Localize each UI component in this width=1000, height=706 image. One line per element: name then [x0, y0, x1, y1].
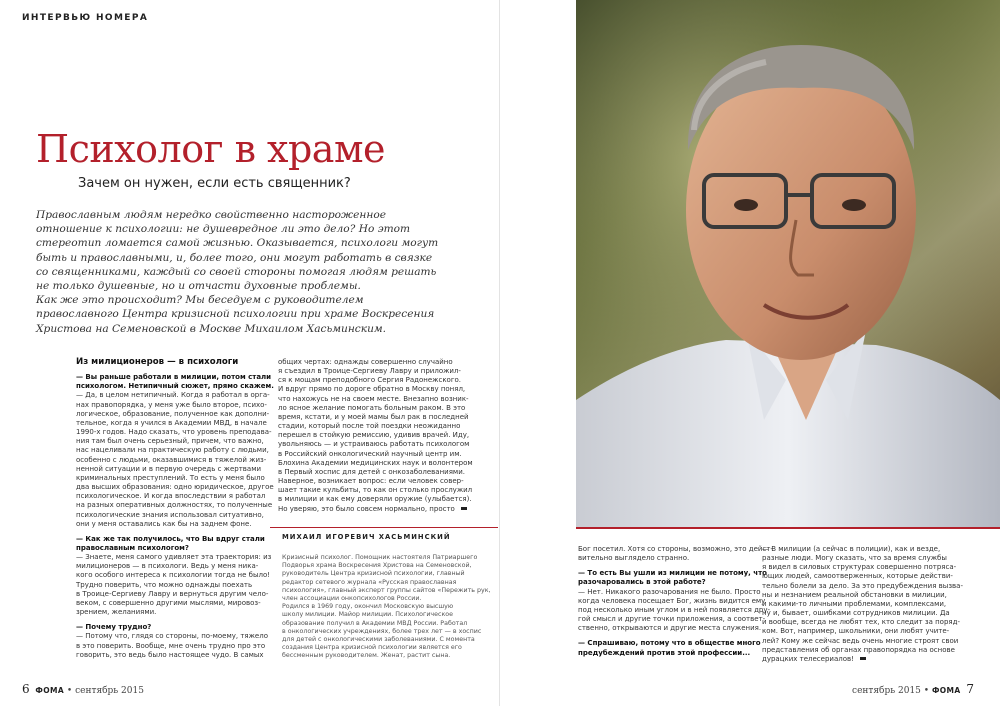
- text-line: нах правопорядка, у меня уже было второе, психо-: [76, 400, 267, 409]
- text-line: 1990-х годов. Надо сказать, что уровень преподава-: [76, 428, 272, 437]
- text-line: ненной ситуации и в первую очередь с жертвами: [76, 464, 262, 473]
- lead-line: не только душевные, но и отчасти духовные проблемы.: [36, 280, 361, 293]
- end-mark: [860, 657, 866, 660]
- bio-line: Подворья храма Воскресения Христова на Семеновской,: [282, 562, 472, 570]
- text-line: Блохина Академии медицинских наук и волонтером: [278, 458, 473, 467]
- text-line: криминальных преступлений. То есть у меня было: [76, 473, 265, 482]
- text-line: перешел в стойкую ремиссию, удивив врачей. Иду,: [278, 431, 470, 440]
- text-line: кого особого интереса к психологии тогда не было!: [76, 571, 271, 580]
- text-line: особенно с людьми, оказавшимися в тяжелой жиз-: [76, 455, 267, 464]
- text-line: гой смысл и другие точки приложения, а соответ-: [578, 615, 766, 624]
- bio-name: МИХАИЛ ИГОРЕВИЧ ХАСЬМИНСКИЙ: [282, 533, 451, 541]
- article-column-2: [278, 358, 478, 518]
- question-line: православным психологом?: [76, 543, 189, 552]
- page-number: 7: [966, 682, 974, 696]
- text-line: — В милиции (а сейчас в полиции), как и везде,: [762, 545, 941, 553]
- text-line: — Нет. Никакого разочарования не было. Просто: [578, 587, 761, 596]
- text-line: они у меня оставались как бы на заднем фоне.: [76, 519, 252, 528]
- bio-line: школу милиции. Майор милиции. Психологическое: [282, 611, 454, 619]
- text-line: что нахожусь не на своем месте. Внезапно возник-: [278, 394, 469, 403]
- left-folio: 6 ФОМА • сентябрь 2015: [22, 682, 144, 696]
- text-line: и вообще, всегда не любят тех, кто следит за поряд-: [762, 618, 960, 627]
- article-title: Психолог в храме: [36, 127, 385, 171]
- text-line: стадии, который после той поездки неожиданно: [278, 422, 461, 431]
- lead-paragraph: [36, 208, 491, 336]
- text-line: тельное, когда я учился в Академии МВД, в начале: [76, 418, 267, 427]
- text-line: дурацких телесериалов!: [762, 655, 940, 664]
- bio-line: создания Центра кризисной психологии является его: [282, 644, 462, 652]
- magazine-name: ФОМА: [931, 686, 961, 695]
- portrait-photo: [576, 0, 1000, 527]
- bio-line: в онкологических учреждениях, более трех лет — в хоспис: [282, 627, 482, 635]
- portrait-illustration: [576, 0, 1000, 527]
- text-line: говорить, это ведь было настоящее чудо. В самых: [76, 650, 264, 659]
- bio-text: [282, 554, 491, 661]
- column-3-body: [578, 545, 773, 658]
- text-line: под несколько иным углом и в ней появляется дру-: [578, 605, 771, 614]
- text-line: лей? Кому же сейчас ведь очень многие строят свои: [762, 636, 959, 645]
- text-line: милиционеров — в психологи. Ведь у меня ника-: [76, 562, 259, 571]
- lead-line: Христова на Семеновской в Москве Михаилом Хасьминским.: [36, 322, 387, 335]
- text-line: веком, с совершенно другими мыслями, мировоз-: [76, 598, 261, 607]
- text-line: Бог посетил. Хотя со стороны, возможно, это дейст-: [578, 545, 773, 553]
- text-line: нас нацеливали на практическую работу с людьми,: [76, 446, 269, 455]
- question-line: — Вы раньше работали в милиции, потом стали: [76, 373, 272, 382]
- lead-line: отношение к психологии: не душевредное ли это дело? Но этот: [36, 223, 411, 236]
- lead-line: быть и православными, и, более того, они могут работать в связке: [36, 251, 433, 264]
- text-line: шает такие кульбиты, то как он столько прослужил: [278, 486, 473, 495]
- magazine-name: ФОМА: [35, 686, 65, 695]
- text-line: время, кстати, и у моей мамы был рак в последней: [278, 412, 469, 421]
- text-line: я съездил в Троице-Сергиеву Лавру и приложил-: [278, 367, 461, 376]
- text-line: общих чертах: однажды совершенно случайно: [278, 358, 453, 366]
- text-line: — Потому что, глядя со стороны, по-моему, тяжело: [76, 632, 268, 641]
- text-line: в милиции и как ему доверяли оружие (улыбается).: [278, 495, 472, 504]
- text-line: в это поверить. Вообще, мне очень трудно про это: [76, 641, 266, 650]
- text-line: зрением, желаниями.: [76, 608, 157, 617]
- text-line: и какими-то личными проблемами, комплексами,: [762, 599, 947, 608]
- bio-line: редактор сетевого журнала «Русская православная: [282, 578, 457, 586]
- lead-line: Православным людям нередко свойственно настороженное: [36, 209, 386, 221]
- question-line: — Как же так получилось, что Вы вдруг стали: [76, 534, 265, 543]
- text-line: Наверное, возникает вопрос: если человек совер-: [278, 477, 464, 486]
- bio-line: Родился в 1969 году, окончил Московскую высшую: [282, 603, 454, 611]
- text-line: Трудно поверить, что можно однажды поехать: [76, 580, 253, 589]
- text-line: — Да, в целом нетипичный. Когда я работал в орга-: [76, 391, 270, 400]
- text-line: вительно выглядело странно.: [578, 554, 690, 563]
- bio-line: для детей с онкологическими заболеваниями. С момента: [282, 636, 475, 644]
- end-mark: [461, 507, 467, 510]
- text-line: психологическое. И когда впоследствии я работал: [76, 492, 266, 501]
- section-label: ИНТЕРВЬЮ НОМЕРА: [22, 13, 149, 23]
- bio-rule: [270, 527, 498, 528]
- right-folio: сентябрь 2015 • ФОМА 7: [852, 682, 974, 696]
- lead-line: со священниками, каждый со своей стороны помогая людям решать: [36, 265, 437, 278]
- text-line: в Первый хоспис для детей с онкозаболеваниями.: [278, 467, 465, 476]
- article-column-1: [76, 357, 274, 668]
- text-line: ло ясное желание помогать больным раком. В это: [278, 403, 466, 412]
- issue-date: сентябрь 2015: [852, 686, 921, 696]
- bio-line: бессменным руководителем. Женат, растит сына.: [282, 652, 451, 660]
- text-line: на разных оперативных должностях, то полученные: [76, 501, 273, 510]
- text-line: Но уверяю, это было совсем нормально, просто: [278, 505, 478, 514]
- text-line: два высших образования: одно юридическое, другое: [76, 483, 274, 492]
- text-line: психологические знания использовал ситуативно,: [76, 510, 264, 519]
- bio-line: член ассоциации онкопсихологов России.: [282, 595, 422, 603]
- question-line: — То есть Вы ушли из милиции не потому, что: [578, 569, 767, 578]
- photo-rule: [576, 527, 1000, 529]
- text-line: ком. Вот, например, школьники, они любят учите-: [762, 627, 950, 636]
- text-line: ющих людей, самоотверженных, которые действи-: [762, 572, 953, 581]
- section-heading: Из милиционеров — в психологи: [76, 357, 239, 367]
- text-line: И вдруг прямо по дороге обратно в Москву понял,: [278, 385, 466, 394]
- text-line: — Знаете, меня самого удивляет эта траектория: из: [76, 553, 272, 562]
- text-line: тельно болели за дело. За это предубеждения вызва-: [762, 581, 963, 590]
- text-line: ния там был очень серьезный, причем, что важно,: [76, 437, 264, 446]
- lead-line: православного Центра кризисной психологии при храме Воскресения: [36, 308, 435, 321]
- lead-line: Как же это происходит? Мы беседуем с руководителем: [36, 294, 364, 307]
- text-line: ственно, открываются и другие места служения.: [578, 624, 762, 633]
- bio-line: Кризисный психолог. Помощник настоятеля Патриаршего: [282, 554, 478, 561]
- article-subtitle: Зачем он нужен, если есть священник?: [78, 176, 351, 191]
- text-line: в Российский онкологический научный центр им.: [278, 449, 462, 458]
- text-line: когда человека посещает Бог, жизнь видится ему: [578, 596, 766, 605]
- text-line: увольняюсь — и устраиваюсь работать психологом: [278, 440, 470, 449]
- text-line: логическое, образование, полученное как дополни-: [76, 409, 270, 418]
- bio-line: образование получил в Академии МВД России. Работал: [282, 619, 468, 627]
- bio-line: руководитель Центра кризисной психологии, главный: [282, 570, 465, 578]
- question-line: психологом. Нетипичный сюжет, прямо скажем.: [76, 382, 274, 391]
- text-line: ну и, бывает, ошибками сотрудников милиции. Да: [762, 609, 950, 618]
- column-2-body: [278, 358, 478, 514]
- text-line: ся к мощам преподобного Сергия Радонежского.: [278, 376, 462, 385]
- article-column-3: [578, 545, 773, 675]
- question-line: — Спрашиваю, потому что в обществе много: [578, 639, 761, 648]
- text-line: я видел в силовых структурах совершенно потряса-: [762, 563, 957, 572]
- text-line: представления об органах правопорядка на основе: [762, 645, 955, 654]
- question-line: — Почему трудно?: [76, 623, 152, 632]
- text-line: ны и незнанием реальной обстановки в милиции,: [762, 590, 947, 599]
- lead-line: стереотип ломается самой жизнью. Оказывается, психологи могут: [36, 237, 439, 250]
- question-line: разочаровались в этой работе?: [578, 578, 706, 587]
- page-number: 6: [22, 682, 30, 696]
- text-line: разные люди. Могу сказать, что за время службы: [762, 554, 947, 563]
- right-page: [500, 0, 1000, 706]
- text-line: в Троице-Сергиеву Лавру и вернуться другим чело-: [76, 589, 269, 598]
- issue-date: сентябрь 2015: [75, 686, 144, 696]
- column-1-body: [76, 373, 274, 660]
- bio-line: психология», главный эксперт группы сайтов «Пережить рук,: [282, 586, 491, 594]
- column-4-body: [762, 545, 963, 664]
- question-line: предубеждений против этой профессии...: [578, 648, 751, 657]
